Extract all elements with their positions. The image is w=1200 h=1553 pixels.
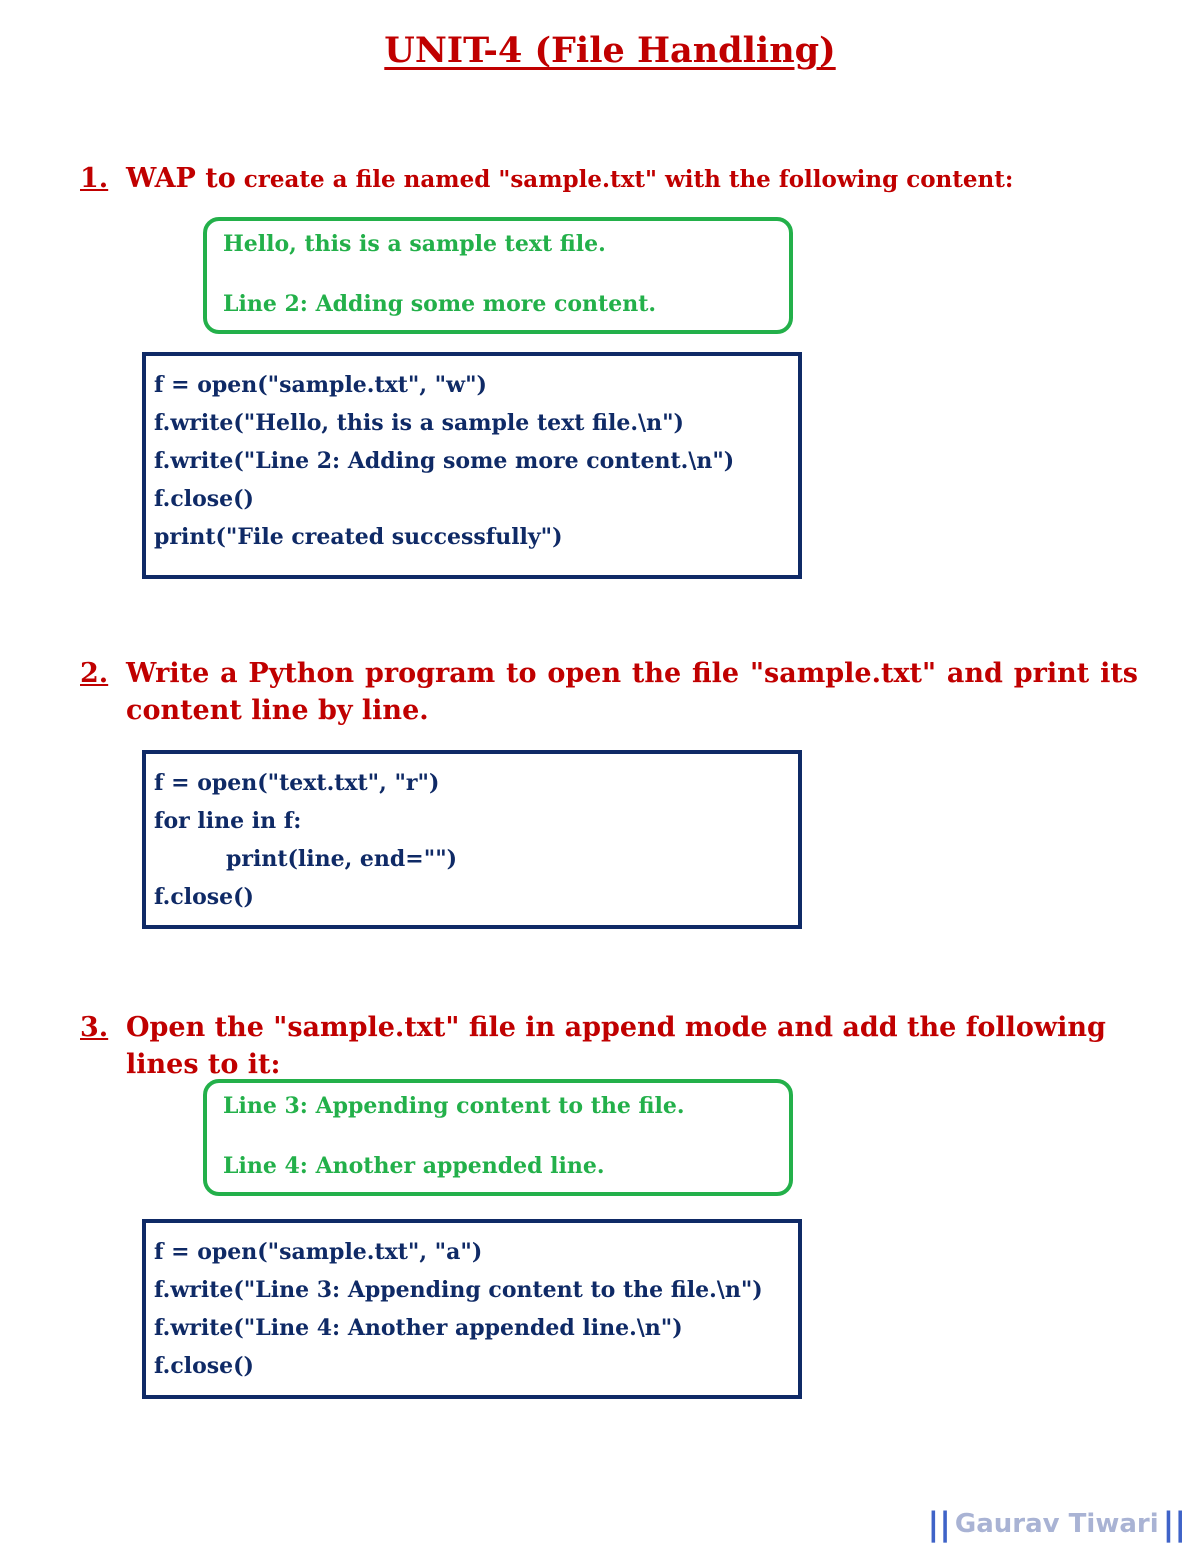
content-line: Hello, this is a sample text file. [223,231,606,257]
question-1 [80,160,1138,198]
code-line: f = open("text.txt", "r") [154,770,440,796]
footer-bars-left: || [927,1505,951,1543]
content-line: Line 3: Appending content to the file. [223,1093,685,1119]
code-line: for line in f: [154,808,302,834]
question-number: 1. [80,163,109,194]
code-block [142,750,802,929]
code-line: f.close() [154,884,254,910]
file-content-box [203,1079,793,1196]
code-line: f.write("Line 4: Another appended line.\n") [154,1315,683,1341]
code-block [142,1219,802,1399]
content-line: Line 2: Adding some more content. [223,291,657,317]
code-line: f = open("sample.txt", "a") [154,1239,483,1265]
code-line: print(line, end="") [226,846,458,872]
file-content-box [203,217,793,334]
code-line: f.close() [154,486,254,512]
content-line: Line 4: Another appended line. [223,1153,605,1179]
question-3 [80,1009,1138,1083]
page-title: UNIT-4 (File Handling) [384,30,836,71]
question-number: 3. [80,1012,109,1043]
question-lead: WAP to [126,163,236,194]
footer-bars-right: || [1162,1505,1186,1543]
question-body: create a file named "sample.txt" with the following content: [235,166,1014,193]
author-name: Gaurav Tiwari [954,1509,1159,1539]
code-line: f = open("sample.txt", "w") [154,372,487,398]
question-text: Open the "sample.txt" file in append mode and add the following lines to it: [126,1012,1106,1080]
question-text: Write a Python program to open the file "sample.txt" and print its content line by line. [126,658,1138,726]
code-line: f.write("Line 2: Adding some more content.\n") [154,448,735,474]
code-line: print("File created successfully") [154,524,563,550]
author-footer [928,1505,1186,1543]
code-line: f.close() [154,1353,254,1379]
question-2 [80,655,1138,729]
code-line: f.write("Hello, this is a sample text file.\n") [154,410,684,436]
code-line: f.write("Line 3: Appending content to the file.\n") [154,1277,763,1303]
question-number: 2. [80,658,109,689]
question-text [126,160,1138,198]
code-block [142,352,802,579]
